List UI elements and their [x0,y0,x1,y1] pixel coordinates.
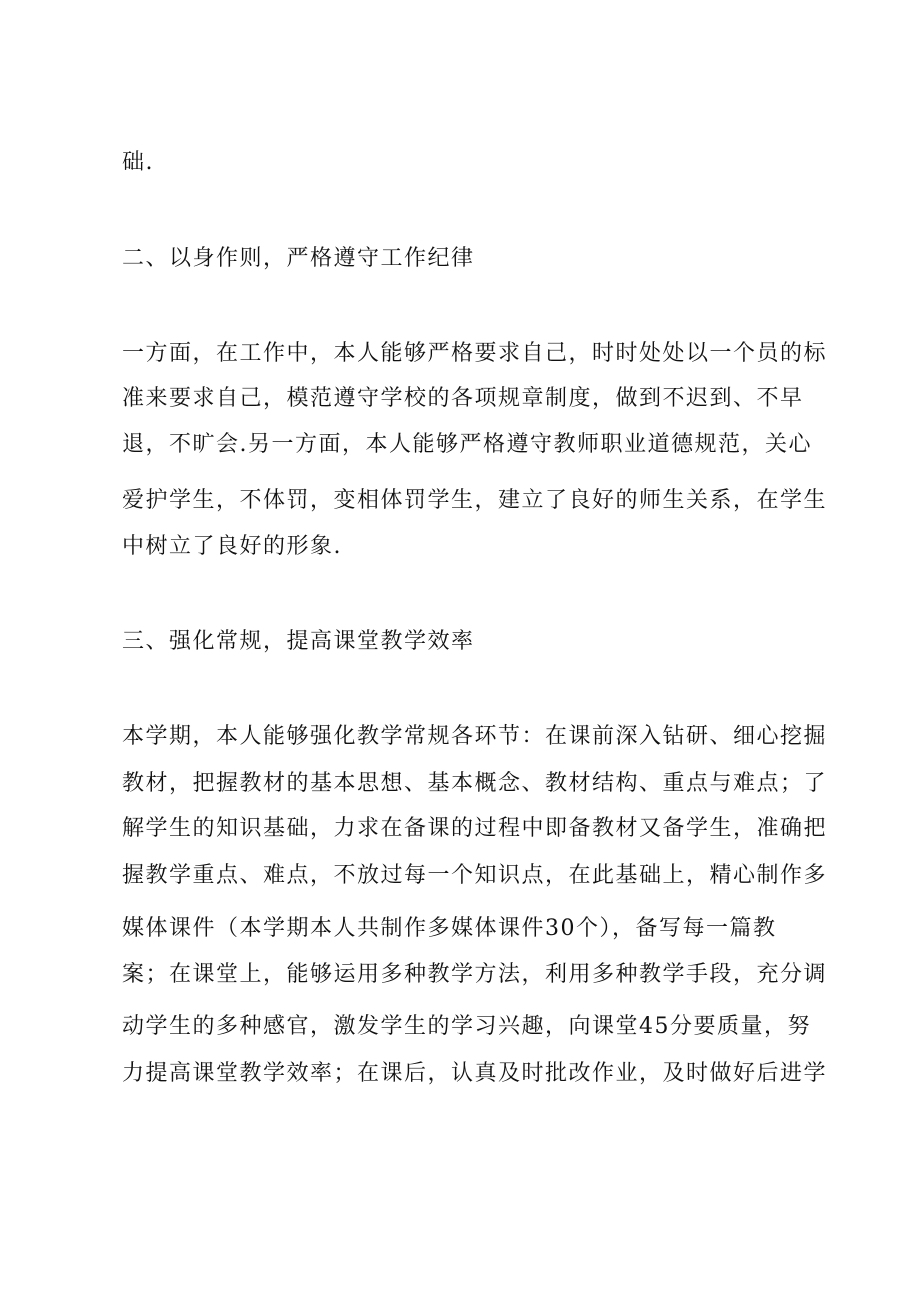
text-line-5: 退，不旷会.另一方面，本人能够严格遵守教师职业道德规范，关心 [122,432,812,457]
text-line-13: 媒体课件（本学期本人共制作多媒体课件30个），备写每一篇教 [122,916,777,941]
text-line-1: 础. [122,150,154,175]
text-line-6: 爱护学生，不体罚，变相体罚学生，建立了良好的师生关系，在学生 [122,488,828,513]
text-line-3: 一方面，在工作中，本人能够严格要求自己，时时处处以一个员的标 [122,341,828,366]
text-line-4: 准来要求自己，模范遵守学校的各项规章制度，做到不迟到、不早 [122,386,804,411]
section-heading-3: 三、强化常规，提高课堂教学效率 [122,629,475,654]
text-line-15: 动学生的多种感官，激发学生的学习兴趣，向课堂45分要质量，努 [122,1014,811,1039]
text-line-14: 案；在课堂上，能够运用多种教学方法，利用多种教学手段，充分调 [122,962,828,987]
text-line-10: 教材，把握教材的基本思想、基本概念、教材结构、重点与难点；了 [122,771,828,796]
text-line-16: 力提高课堂教学效率；在课后，认真及时批改作业，及时做好后进学 [122,1061,828,1086]
text-line-12: 握教学重点、难点，不放过每一个知识点，在此基础上，精心制作多 [122,863,828,888]
text-line-7: 中树立了良好的形象. [122,534,342,559]
text-line-9: 本学期，本人能够强化教学常规各环节：在课前深入钻研、细心挖掘 [122,724,828,749]
text-line-11: 解学生的知识基础，力求在备课的过程中即备教材又备学生，准确把 [122,816,828,841]
section-heading-2: 二、以身作则，严格遵守工作纪律 [122,246,475,271]
